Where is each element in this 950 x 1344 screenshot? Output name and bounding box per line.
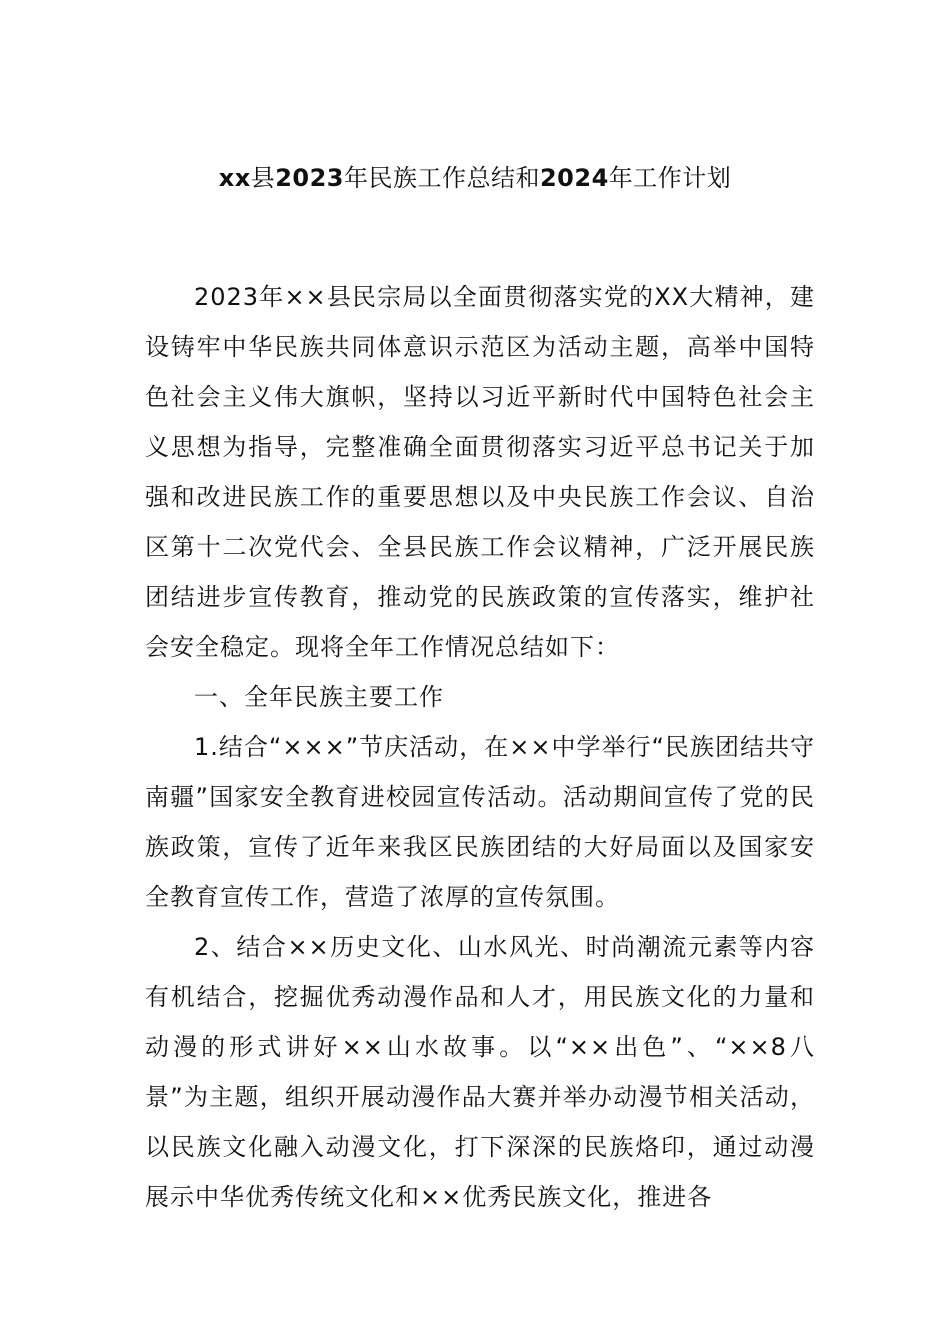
paragraph-intro: 2023年××县民宗局以全面贯彻落实党的XX大精神，建设铸牢中华民族共同体意识示范区为活动主题，高举中国特色社会主义伟大旗帜，坚持以习近平新时代中国特色社会主义思想为指导，完整准确全面贯彻落实习近平总书记关于加强和改进民族工作的重要思想以及中央民族工作会议、自治区第十二次党代会、全县民族工作会议精神，广泛开展民族团结进步宣传教育，推动党的民族政策的宣传落实，维护社会安全稳定。现将全年工作情况总结如下： <box>145 283 815 661</box>
document-title <box>0 158 950 198</box>
title-part2: 年民族工作总结和 <box>343 164 540 192</box>
document-body <box>145 272 815 1222</box>
title-year2: 2024 <box>539 164 609 192</box>
title-year1: 2023 <box>275 164 344 192</box>
title-prefix: xx <box>218 164 251 192</box>
title-part1: 县 <box>250 164 276 192</box>
section-heading: 一、全年民族主要工作 <box>194 683 444 711</box>
title-part3: 年工作计划 <box>608 164 732 192</box>
paragraph-item-2: 2、结合××历史文化、山水风光、时尚潮流元素等内容有机结合，挖掘优秀动漫作品和人才，用民族文化的力量和动漫的形式讲好××山水故事。以“××出色”、“××8八景”为主题，组织开展动漫作品大赛并举办动漫节相关活动，以民族文化融入动漫文化，打下深深的民族烙印，通过动漫展示中华优秀传统文化和××优秀民族文化，推进各 <box>145 933 815 1211</box>
paragraph-item-1: 1.结合“×××”节庆活动，在××中学举行“民族团结共守南疆”国家安全教育进校园宣传活动。活动期间宣传了党的民族政策，宣传了近年来我区民族团结的大好局面以及国家安全教育宣传工作，营造了浓厚的宣传氛围。 <box>145 733 815 911</box>
